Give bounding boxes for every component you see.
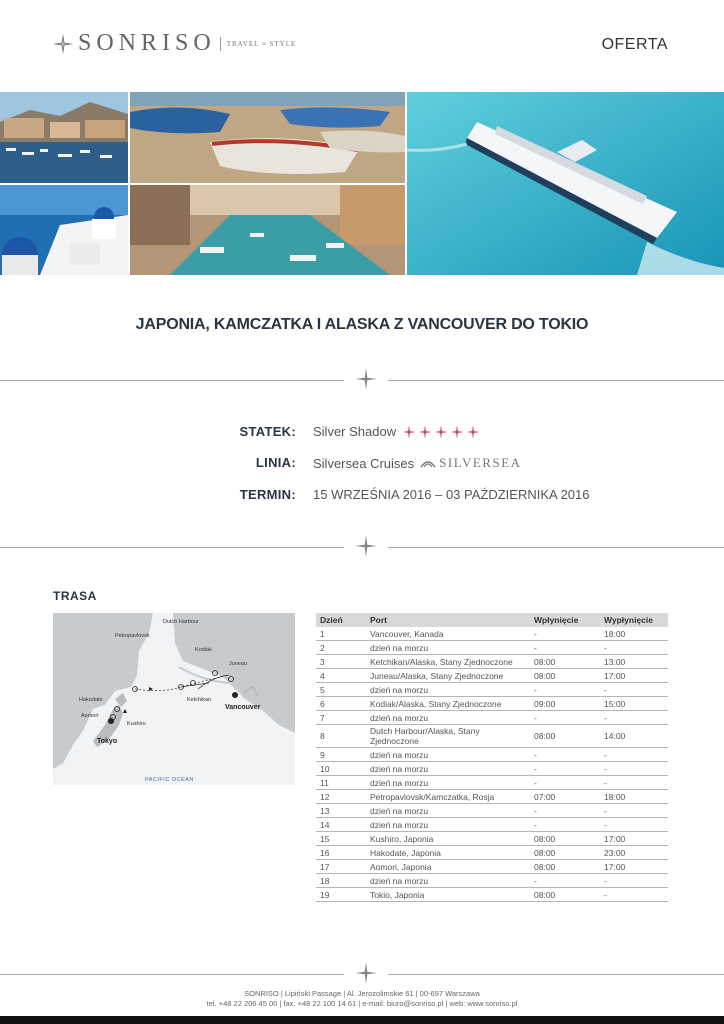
table-row: [316, 762, 668, 776]
brand-tagline: TRAVEL ≈ STYLE: [226, 39, 297, 48]
cell-port: dzień na morzu: [366, 818, 530, 832]
table-row: [316, 818, 668, 832]
cell-arrival: 08:00: [530, 655, 600, 669]
cell-port: dzień na morzu: [366, 776, 530, 790]
cell-departure: -: [600, 874, 668, 888]
cell-arrival: -: [530, 641, 600, 655]
cell-departure: -: [600, 818, 668, 832]
table-row: [316, 846, 668, 860]
line-value: Silversea Cruises: [313, 455, 415, 471]
map-label-kodiak: Kodiak: [195, 647, 212, 653]
cell-arrival: -: [530, 683, 600, 697]
cruise-ship-photo: [407, 92, 724, 275]
cell-day: 19: [316, 888, 366, 902]
table-row: [316, 627, 668, 641]
map-label-vancouver: Vancouver: [225, 704, 261, 711]
cell-departure: -: [600, 711, 668, 725]
table-row: [316, 683, 668, 697]
cell-day: 7: [316, 711, 366, 725]
cell-port: dzień na morzu: [366, 683, 530, 697]
doc-label: OFERTA: [601, 36, 668, 53]
compass-star-icon: [354, 367, 378, 391]
col-header-departure: Wypłynięcie: [600, 613, 668, 627]
silversea-logo-text: SILVERSEA: [439, 455, 522, 470]
cell-day: 11: [316, 776, 366, 790]
table-row: [316, 874, 668, 888]
map-label-dutch-harbour: Dutch Harbour: [163, 619, 199, 625]
line-row: [0, 455, 724, 475]
cell-port: Dutch Harbour/Alaska, Stany Zjednoczone: [366, 725, 530, 748]
separator-top: [0, 373, 724, 387]
cell-arrival: 08:00: [530, 669, 600, 683]
line-value-wrap: [313, 455, 522, 471]
cell-arrival: -: [530, 818, 600, 832]
map-label-ocean: PACIFIC OCEAN: [145, 777, 194, 783]
separator-bottom: [0, 967, 724, 981]
cell-departure: -: [600, 641, 668, 655]
route-map: [53, 613, 295, 785]
star-icon: [466, 425, 480, 439]
cell-arrival: 08:00: [530, 860, 600, 874]
separator-middle: [0, 540, 724, 554]
compass-star-icon: [354, 534, 378, 558]
term-row: [0, 487, 724, 507]
cell-port: Tokio, Japonia: [366, 888, 530, 902]
cell-port: dzień na morzu: [366, 641, 530, 655]
col-header-day: Dzień: [316, 613, 366, 627]
cell-arrival: -: [530, 804, 600, 818]
santorini-photo: [0, 185, 128, 275]
harbour-photo: [0, 92, 128, 183]
map-label-petropavlovsk: Petropavlovsk: [115, 633, 150, 639]
cell-port: Aomori, Japonia: [366, 860, 530, 874]
silversea-emblem-icon: [420, 457, 436, 469]
star-icon: [450, 425, 464, 439]
cell-day: 4: [316, 669, 366, 683]
cell-arrival: -: [530, 776, 600, 790]
star-icon: [434, 425, 448, 439]
map-label-aomori: Aomori: [81, 713, 99, 719]
sonriso-logo: [52, 30, 296, 57]
cell-arrival: 09:00: [530, 697, 600, 711]
footer-contact: tel. +48 22 206 45 00 | fax. +48 22 100 14 61 | e-mail: biuro@sonriso.pl | web: www.sonriso.pl: [206, 999, 518, 1008]
cell-arrival: 08:00: [530, 832, 600, 846]
table-row: [316, 776, 668, 790]
table-row: [316, 669, 668, 683]
cell-port: Hakodate, Japonia: [366, 846, 530, 860]
cell-port: Ketchikan/Alaska, Stany Zjednoczone: [366, 655, 530, 669]
compass-star-icon: [52, 33, 74, 55]
cell-day: 15: [316, 832, 366, 846]
cell-port: dzień na morzu: [366, 711, 530, 725]
table-row: [316, 790, 668, 804]
cell-port: Kushiro, Japonia: [366, 832, 530, 846]
cell-arrival: 07:00: [530, 790, 600, 804]
route-section-title: TRASA: [53, 589, 97, 603]
cell-departure: -: [600, 804, 668, 818]
page-title: JAPONIA, KAMCZATKA I ALASKA Z VANCOUVER DO TOKIO: [135, 316, 589, 333]
cell-port: Juneau/Alaska, Stany Zjednoczone: [366, 669, 530, 683]
col-header-arrival: Wpłynięcie: [530, 613, 600, 627]
cell-departure: -: [600, 748, 668, 762]
cell-departure: 18:00: [600, 790, 668, 804]
cell-departure: 23:00: [600, 846, 668, 860]
table-row: [316, 860, 668, 874]
ship-value: Silver Shadow: [313, 424, 397, 439]
cell-day: 3: [316, 655, 366, 669]
photo-banner: [0, 92, 724, 275]
map-label-ketchikan: Ketchikan: [187, 697, 212, 703]
table-row: [316, 804, 668, 818]
cell-arrival: 08:00: [530, 846, 600, 860]
cell-day: 17: [316, 860, 366, 874]
cell-port: Petropavlovsk/Kamczatka, Rosja: [366, 790, 530, 804]
beach-boats-photo: [130, 92, 405, 183]
cell-departure: 18:00: [600, 627, 668, 641]
brand-name: SONRISO: [78, 30, 216, 56]
cell-arrival: -: [530, 762, 600, 776]
venice-canal-photo: [130, 185, 405, 275]
cell-departure: -: [600, 888, 668, 902]
cell-port: dzień na morzu: [366, 874, 530, 888]
ship-label: STATEK:: [239, 424, 296, 439]
logo-divider: [220, 37, 221, 51]
line-label: LINIA:: [255, 455, 296, 470]
page-header: [0, 0, 724, 92]
ship-value-wrap: [313, 424, 480, 439]
cell-day: 9: [316, 748, 366, 762]
cell-departure: -: [600, 776, 668, 790]
cell-day: 8: [316, 725, 366, 748]
cell-port: Kodiak/Alaska, Stany Zjednoczone: [366, 697, 530, 711]
cell-port: dzień na morzu: [366, 762, 530, 776]
cell-departure: 17:00: [600, 832, 668, 846]
cell-arrival: -: [530, 627, 600, 641]
cell-port: dzień na morzu: [366, 804, 530, 818]
table-row: [316, 888, 668, 902]
table-row: [316, 711, 668, 725]
silversea-logo: [420, 455, 521, 471]
cell-day: 6: [316, 697, 366, 711]
compass-star-icon: [354, 961, 378, 985]
ship-row: [0, 424, 724, 444]
star-icon: [402, 425, 416, 439]
term-value: 15 WRZEŚNIA 2016 – 03 PAŹDZIERNIKA 2016: [313, 487, 590, 502]
cell-port: dzień na morzu: [366, 748, 530, 762]
footer-address: SONRISO | Lipiński Passage | Al. Jerozolimskie 61 | 00-697 Warszawa: [244, 989, 480, 998]
table-row: [316, 655, 668, 669]
bottom-bar: [0, 1016, 724, 1024]
table-row: [316, 832, 668, 846]
cell-departure: 13:00: [600, 655, 668, 669]
cell-day: 1: [316, 627, 366, 641]
table-row: [316, 725, 668, 748]
map-label-hakodate: Hakodate: [79, 697, 103, 703]
cell-day: 18: [316, 874, 366, 888]
cell-departure: 14:00: [600, 725, 668, 748]
cell-arrival: -: [530, 874, 600, 888]
ship-rating-stars: [402, 425, 480, 439]
star-icon: [418, 425, 432, 439]
cell-departure: 17:00: [600, 669, 668, 683]
cell-arrival: -: [530, 711, 600, 725]
cell-departure: -: [600, 762, 668, 776]
cell-day: 12: [316, 790, 366, 804]
cell-arrival: 08:00: [530, 725, 600, 748]
cell-day: 5: [316, 683, 366, 697]
cell-departure: 17:00: [600, 860, 668, 874]
table-row: [316, 748, 668, 762]
cell-day: 2: [316, 641, 366, 655]
cell-day: 16: [316, 846, 366, 860]
term-label: TERMIN:: [239, 487, 296, 502]
cell-arrival: 08:00: [530, 888, 600, 902]
cell-port: Vancouver, Kanada: [366, 627, 530, 641]
table-row: [316, 697, 668, 711]
cell-day: 14: [316, 818, 366, 832]
map-label-kushiro: Kushiro: [127, 721, 146, 727]
cell-arrival: -: [530, 748, 600, 762]
itinerary-table: [316, 613, 668, 902]
map-label-juneau: Juneau: [229, 661, 248, 667]
cell-departure: 15:00: [600, 697, 668, 711]
col-header-port: Port: [366, 613, 530, 627]
table-header-row: [316, 613, 668, 627]
cell-day: 10: [316, 762, 366, 776]
cell-day: 13: [316, 804, 366, 818]
cell-departure: -: [600, 683, 668, 697]
table-row: [316, 641, 668, 655]
map-label-tokyo: Tokyo: [97, 738, 118, 745]
